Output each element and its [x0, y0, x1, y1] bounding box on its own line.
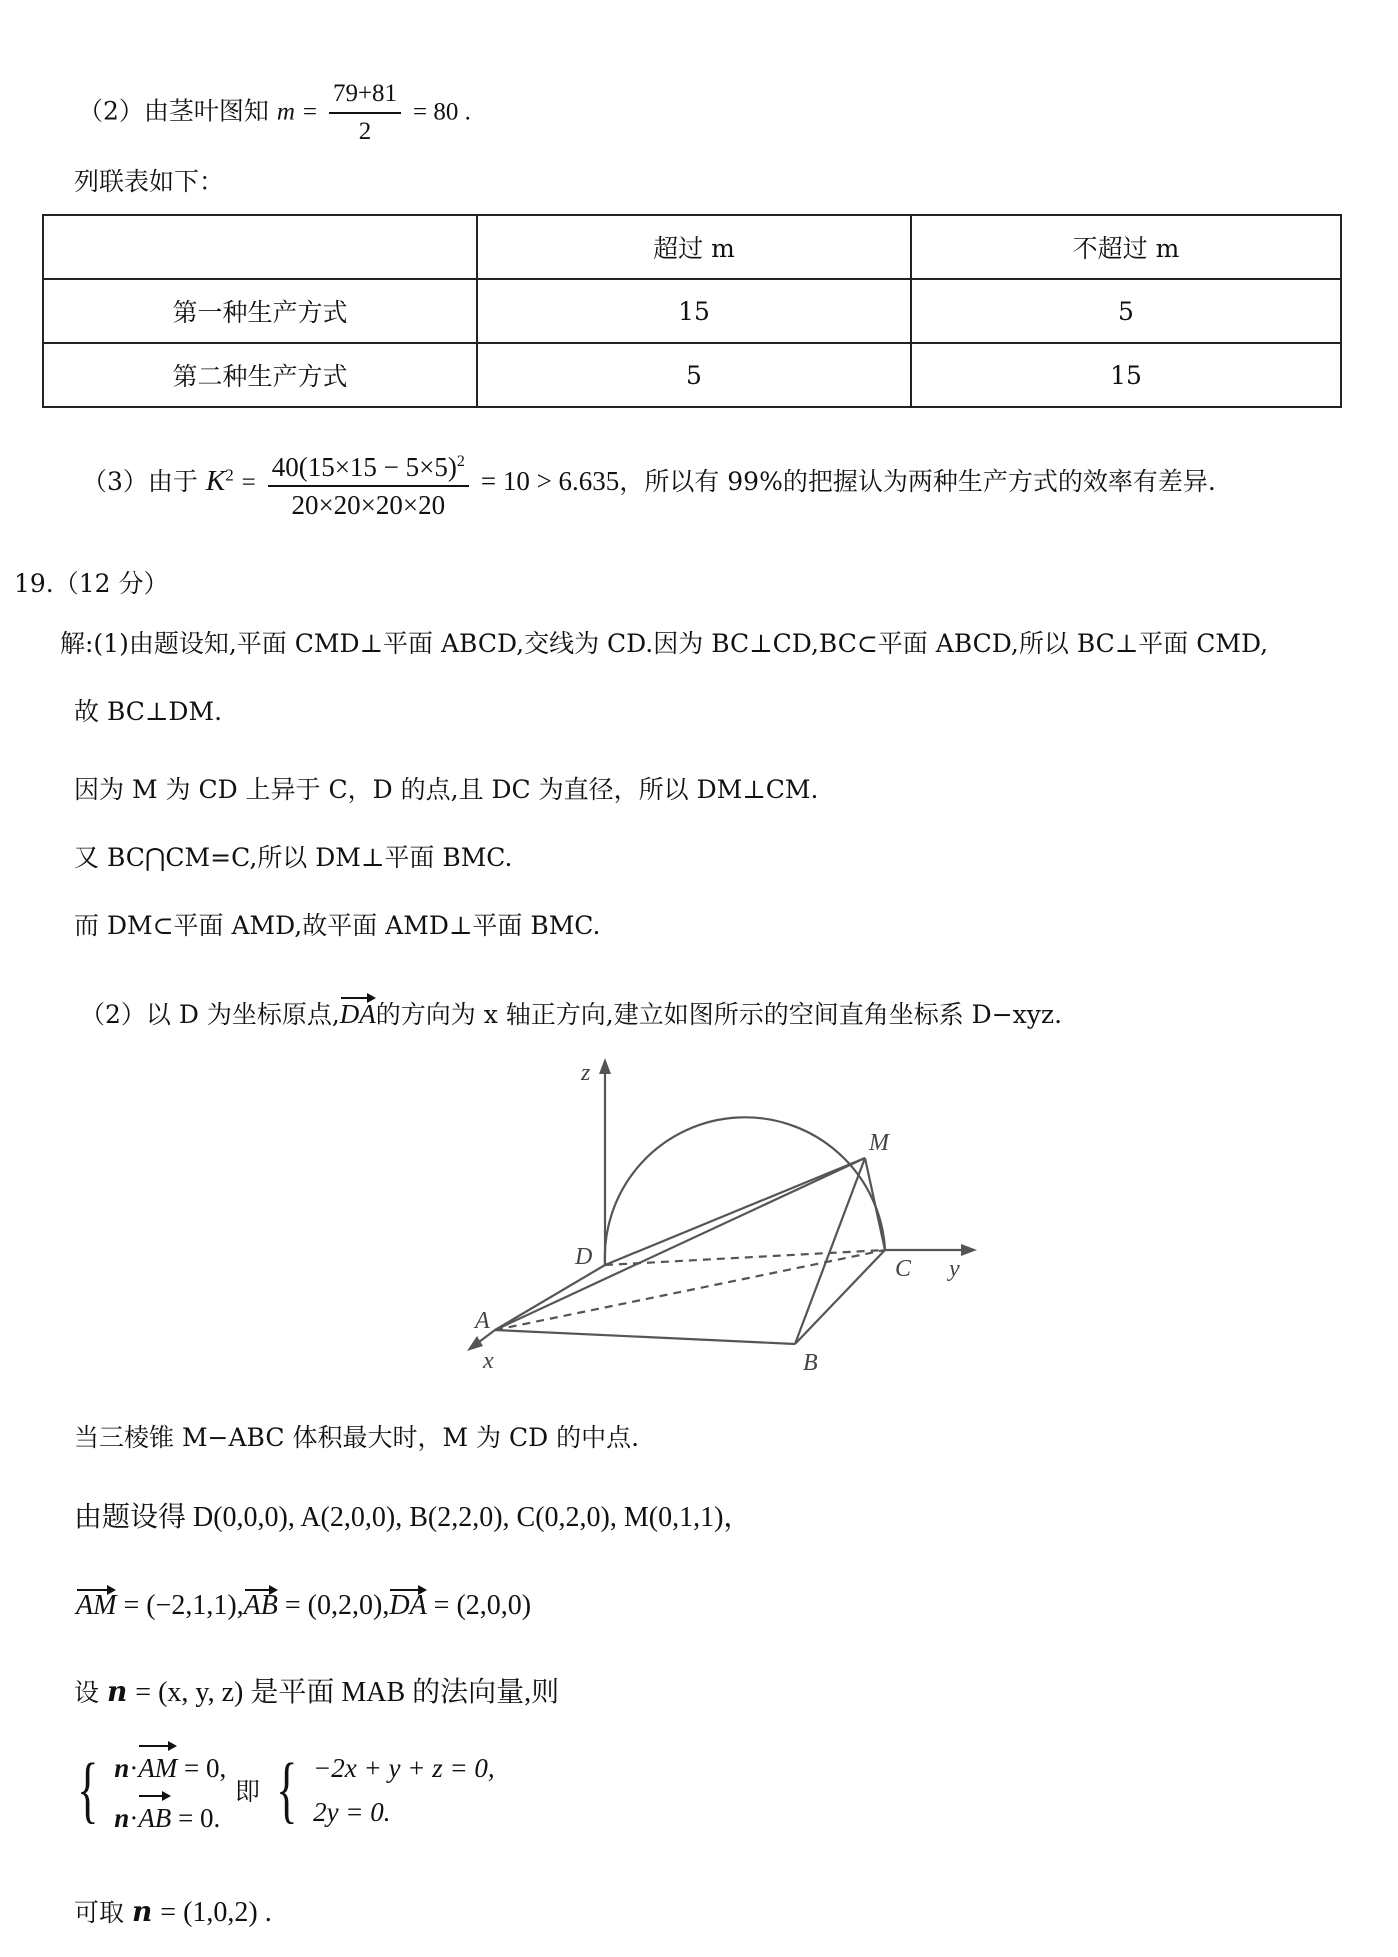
q19-line-9	[76, 1584, 531, 1622]
edge-mc	[865, 1158, 885, 1250]
edge-ab	[495, 1330, 795, 1344]
table-cell: 第二种生产方式	[43, 343, 477, 407]
sys-value: = 0,	[184, 1753, 227, 1783]
chi-label: （3）由于	[82, 467, 198, 496]
median-numerator: 79+81	[329, 78, 401, 114]
table-intro: 列联表如下：	[74, 167, 225, 196]
median-line	[78, 78, 471, 148]
q19-line-10-a: 设	[74, 1678, 100, 1707]
q19-line-7: 当三棱锥 M−ABC 体积最大时，M 为 CD 的中点.	[74, 1423, 640, 1452]
q19-line-8: 由题设得 D(0,0,0), A(2,0,0), B(2,2,0), C(0,2,0), M(0,1,1)，	[74, 1502, 752, 1533]
chi-var-sup: 2	[225, 465, 234, 485]
question-19-header: 19.（12 分）	[14, 569, 169, 598]
chi-eq: =	[241, 469, 256, 496]
table-header-row	[43, 215, 1341, 279]
z-arrow-icon	[599, 1058, 611, 1074]
table-cell: 5	[477, 343, 911, 407]
median-denominator: 2	[358, 118, 372, 145]
table-cell: 15	[911, 343, 1341, 407]
ab-value: = (0,2,0),	[284, 1590, 390, 1621]
table-header-cell: 超过 m	[477, 215, 911, 279]
chi-denominator: 20×20×20×20	[291, 490, 446, 520]
edge-ac-dashed	[495, 1250, 885, 1330]
label-d: D	[575, 1244, 593, 1270]
chi-square-line	[82, 446, 1216, 521]
table-header-cell	[43, 215, 477, 279]
sys-value: = 0.	[178, 1803, 221, 1833]
sys-vector-am: AM	[138, 1740, 177, 1790]
label-c: C	[895, 1256, 912, 1282]
median-fraction	[329, 78, 401, 148]
label-m: M	[869, 1130, 889, 1156]
label-y: y	[949, 1256, 960, 1282]
chi-numerator-text: 40(15×15 − 5×5)	[271, 452, 457, 482]
median-result: = 80 .	[413, 98, 471, 126]
chi-var: K	[205, 465, 226, 497]
contingency-table	[42, 214, 1342, 408]
q19-line-10-b: = (x, y, z) 是平面 MAB 的法向量,则	[135, 1677, 560, 1708]
table-cell: 15	[477, 279, 911, 343]
q19-line-11-a: 可取	[74, 1898, 125, 1927]
system-row: 2y = 0.	[313, 1797, 391, 1827]
normal-vector-n: n	[106, 1675, 128, 1708]
system-connector: 即	[235, 1777, 261, 1806]
am-value: = (−2,1,1),	[123, 1590, 244, 1621]
edge-ad	[495, 1265, 605, 1330]
vector-ab: AB	[244, 1584, 278, 1622]
edge-dm	[605, 1158, 865, 1265]
system-right	[313, 1746, 495, 1834]
vector-da: DA	[340, 992, 376, 1030]
q19-line-10	[74, 1676, 559, 1709]
chi-result: = 10 > 6.635	[480, 466, 620, 496]
chi-numerator-sup: 2	[456, 453, 465, 470]
chi-conclusion: ，所以有 99%的把握认为两种生产方式的效率有差异.	[619, 467, 1216, 496]
vector-am: AM	[76, 1584, 116, 1622]
chi-fraction	[268, 446, 469, 521]
median-label: （2）由茎叶图知	[78, 96, 269, 126]
sys-vector-ab: AB	[138, 1790, 171, 1840]
normal-vector-n-2: n	[131, 1895, 153, 1928]
q19-line-2: 故 BC⊥DM.	[74, 697, 223, 726]
q19-line-3: 因为 M 为 CD 上异于 C，D 的点,且 DC 为直径，所以 DM⊥CM.	[74, 775, 819, 804]
q19-line-6	[80, 992, 1062, 1031]
label-z: z	[581, 1060, 591, 1086]
system-row	[114, 1753, 226, 1783]
label-a: A	[475, 1308, 490, 1334]
q19-line-11	[74, 1896, 272, 1929]
da-value: = (2,0,0)	[433, 1590, 532, 1621]
label-b: B	[803, 1350, 818, 1376]
x-arrow-icon	[467, 1336, 483, 1351]
q19-line-6-b: 的方向为 x 轴正方向,建立如图所示的空间直角坐标系 D−xyz.	[375, 1000, 1063, 1029]
table-row	[43, 343, 1341, 407]
y-arrow-icon	[961, 1244, 977, 1256]
label-x: x	[483, 1348, 494, 1374]
system-row: −2x + y + z = 0,	[313, 1753, 495, 1783]
system-left	[114, 1740, 226, 1840]
equation-system	[70, 1740, 495, 1840]
table-header-cell: 不超过 m	[911, 215, 1341, 279]
q19-line-4: 又 BC⋂CM=C,所以 DM⊥平面 BMC.	[74, 843, 513, 872]
q19-line-11-b: = (1,0,2) .	[160, 1897, 272, 1928]
table-row	[43, 279, 1341, 343]
sys-dot: ·	[129, 1753, 139, 1783]
sys-n: n	[114, 1753, 130, 1783]
median-var: m	[276, 98, 295, 126]
sys-dot: ·	[129, 1803, 139, 1833]
q19-line-1: 解:(1)由题设知,平面 CMD⊥平面 ABCD,交线为 CD.因为 BC⊥CD,BC⊂平面 ABCD,所以 BC⊥平面 CMD,	[60, 629, 1269, 658]
left-brace-icon: {	[77, 1749, 99, 1831]
system-row	[114, 1803, 220, 1833]
chi-numerator	[268, 446, 469, 487]
median-eq: =	[302, 98, 317, 126]
q19-line-6-a: （2）以 D 为坐标原点,	[80, 1000, 340, 1029]
vector-da-2: DA	[389, 1584, 426, 1622]
q19-line-5: 而 DM⊂平面 AMD,故平面 AMD⊥平面 BMC.	[74, 911, 601, 940]
sys-n: n	[114, 1803, 130, 1833]
edge-bc	[795, 1250, 885, 1344]
table-cell: 5	[911, 279, 1341, 343]
left-brace-icon: {	[275, 1749, 298, 1831]
semicircle-arc	[605, 1117, 885, 1265]
table-cell: 第一种生产方式	[43, 279, 477, 343]
geometry-figure	[455, 1050, 995, 1380]
